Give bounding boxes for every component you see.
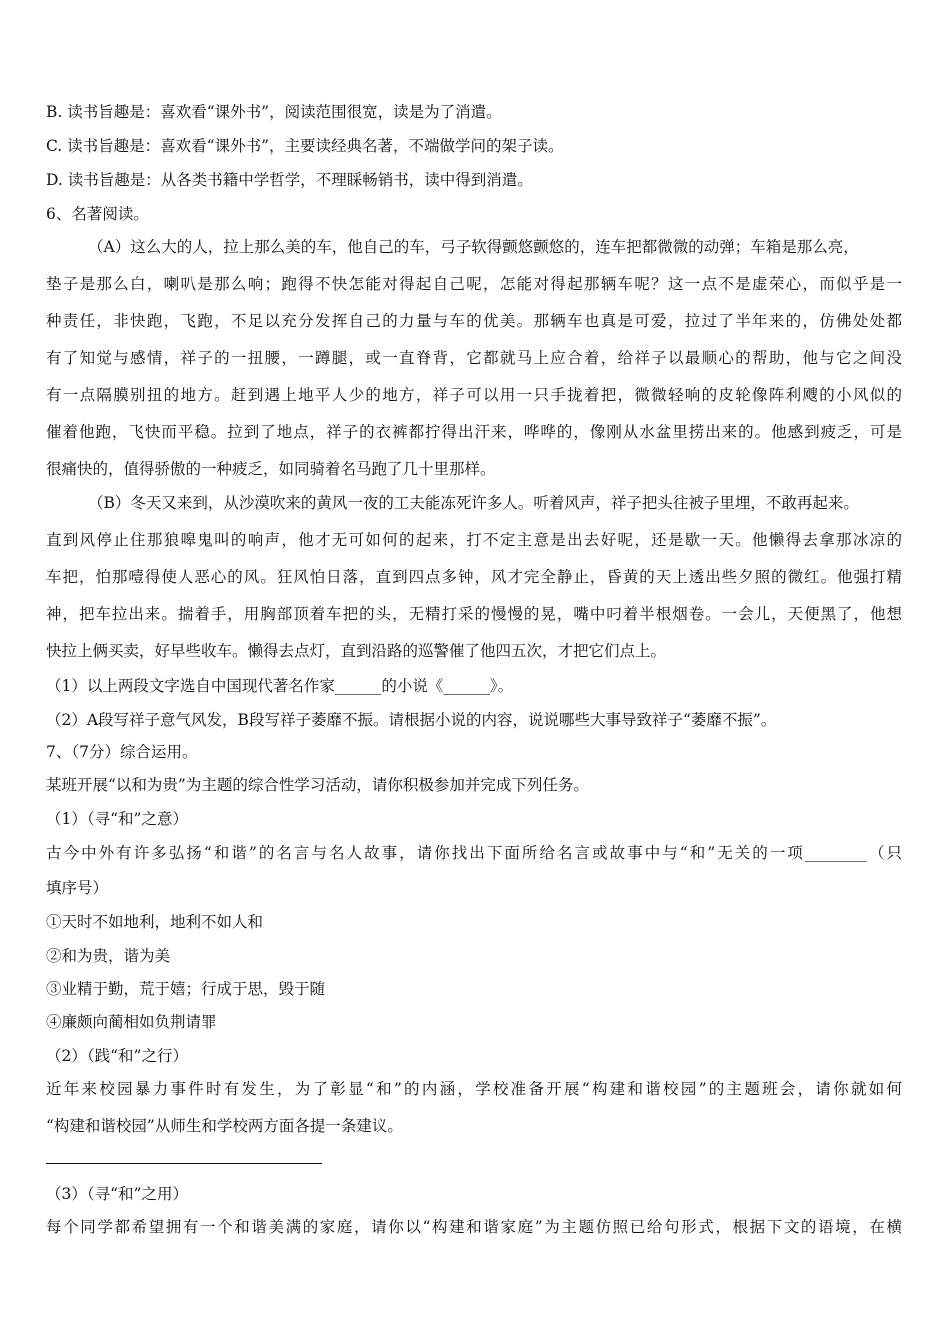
- passage-a-line: 种责任，非快跑，飞跑，不足以充分发挥自己的力量与车的优美。那辆车也真是可爱，拉过了半年来的，仿佛处处都: [46, 312, 902, 330]
- passage-a-line: 有一点隔膜别扭的地方。赶到遇上地平人少的地方，祥子可以用一只手拢着把，微微轻响的皮轮像阵利飕的小风似的: [46, 386, 902, 404]
- question-7-2-text: “构建和谐校园”从师生和学校两方面各提一条建议。: [46, 1117, 403, 1135]
- question-7-1-text: 古今中外有许多弘扬“和谐”的名言与名人故事，请你找出下面所给名言或故事中与“和”无关的一项________（只: [46, 844, 902, 862]
- question-7-intro: 某班开展“以和为贵”为主题的综合性学习活动，请你积极参加并完成下列任务。: [46, 776, 589, 794]
- passage-a-line: 很痛快的，值得骄傲的一种疲乏，如同骑着名马跑了几十里那样。: [46, 460, 496, 478]
- option-c: C. 读书旨趣是：喜欢看“课外书”，主要读经典名著，不端做学问的架子读。: [46, 137, 564, 155]
- option-b: B. 读书旨趣是：喜欢看“课外书”，阅读范围很宽，读是为了消遣。: [46, 103, 502, 121]
- question-7-2-text: 近年来校园暴力事件时有发生，为了彰显“和”的内涵，学校准备开展“构建和谐校园”的主题班会，请你就如何: [46, 1080, 902, 1098]
- list-item: ③业精于勤，荒于嬉；行成于思，毁于随: [46, 980, 326, 998]
- passage-b-line: （B）冬天又来到，从沙漠吹来的黄风一夜的工夫能冻死许多人。听着风声，祥子把头往被子里埋，不敢再起来。: [88, 494, 859, 512]
- question-6-title: 6、名著阅读。: [46, 205, 149, 223]
- question-7-title: 7、（7分）综合运用。: [46, 743, 198, 761]
- option-d: D. 读书旨趣是：从各类书籍中学哲学，不理睬畅销书，读中得到消遣。: [46, 171, 533, 189]
- answer-line: [46, 1163, 322, 1164]
- passage-a-line: 垫子是那么白，喇叭是那么响；跑得不快怎能对得起自己呢，怎能对得起那辆车呢？这一点不是虚荣心，而似乎是一: [46, 275, 902, 293]
- passage-a-line: 有了知觉与感情，祥子的一扭腰，一蹲腿，或一直脊背，它都就马上应合着，给祥子以最顺心的帮助，他与它之间没: [46, 349, 902, 367]
- passage-b-line: 快拉上俩买卖，好早些收车。懒得去点灯，直到沿路的巡警催了他四五次，才把它们点上。: [46, 642, 667, 660]
- question-7-3-text: 每个同学都希望拥有一个和谐美满的家庭，请你以“构建和谐家庭”为主题仿照已给句形式，根据下文的语境，在横: [46, 1218, 902, 1236]
- list-item: ②和为贵，谐为美: [46, 947, 171, 965]
- question-7-2-title: （2）（践“和”之行）: [46, 1047, 188, 1065]
- question-7-3-title: （3）（寻“和”之用）: [46, 1185, 188, 1203]
- passage-b-line: 车把，怕那噎得使人恶心的风。狂风怕日落，直到四点多钟，风才完全静止，昏黄的天上透出些夕照的微红。他强打精: [46, 568, 902, 586]
- question-6-2: （2）A段写祥子意气风发，B段写祥子萎靡不振。请根据小说的内容，说说哪些大事导致祥子“萎靡不振”。: [46, 711, 777, 729]
- list-item: ①天时不如地利，地利不如人和: [46, 913, 264, 931]
- passage-b-line: 神，把车拉出来。揣着手，用胸部顶着车把的头，无精打采的慢慢的晃，嘴中叼着半根烟卷。一会儿，天便黑了，他想: [46, 605, 902, 623]
- question-6-1: （1）以上两段文字选自中国现代著名作家______的小说《______》。: [46, 677, 514, 695]
- passage-a-line: （A）这么大的人，拉上那么美的车，他自己的车，弓子软得颤悠颤悠的，连车把都微微的动弹；车箱是那么亮，: [88, 238, 859, 256]
- question-7-1-text: 填序号）: [46, 879, 109, 897]
- question-7-1-title: （1）（寻“和”之意）: [46, 810, 188, 828]
- passage-a-line: 催着他跑，飞快而平稳。拉到了地点，祥子的衣裤都拧得出汗来，哗哗的，像刚从水盆里捞出来的。他感到疲乏，可是: [46, 423, 902, 441]
- list-item: ④廉颇向蔺相如负荆请罪: [46, 1013, 217, 1031]
- passage-b-line: 直到风停止住那狼嗥鬼叫的响声，他才无可如何的起来，打不定主意是出去好呢，还是歇一天。他懒得去拿那冰凉的: [46, 531, 902, 549]
